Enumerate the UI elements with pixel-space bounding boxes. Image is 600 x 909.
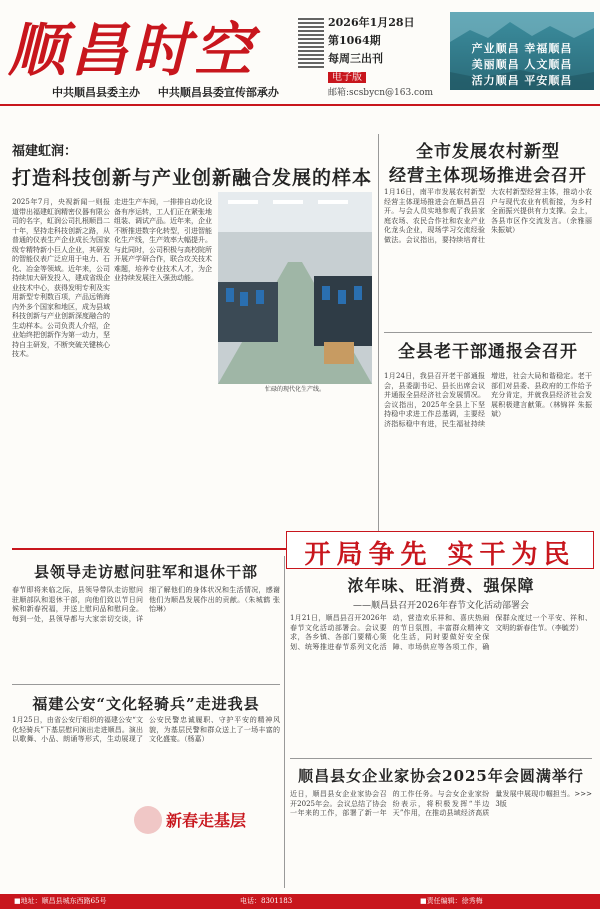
organizer-left: 中共顺昌县委主办 [52,86,140,99]
qr-code-icon [298,16,324,68]
lead-body-col2: 走进生产车间，一排排自动化设备有序运转，工人们正在紧张地组装、调试产品。近年来，企业不断推进数字化转型，引进智能化生产线，生产效率大幅提升。与此同时，公司积极与高校院所开展产学研合作，联合攻关技术难题，培养专业技术人才，为企业持续发展注入强劲动能。 [114,198,212,282]
story-spring-title: 浓年味、旺消费、强保障 [347,576,535,595]
footer-bar [0,894,600,909]
story-divider-left [12,684,280,685]
story-visit-title: 县领导走访慰问驻军和退休干部 [33,563,258,581]
factory-photo-caption: 忙碌的现代化生产线。 [264,386,325,393]
story-divider-right [290,758,592,759]
issue-info [328,14,440,100]
story-women-body: 近日，顺昌县女企业家协会召开2025年会。会议总结了协会一年来的工作，部署了新一年的工作任务。与会女企业家纷纷表示，将积极发挥“半边天”作用，在推动县域经济高质量发展中展现巾帼担当。>>>3版 [290,790,592,817]
factory-photo [218,192,372,384]
story-visit-body: 春节即将来临之际，县领导带队走访慰问驻顺部队和退休干部，向他们致以节日问候和新春祝福，并送上慰问品和慰问金。每到一处，县领导都与大家亲切交谈，详细了解他们的身体状况和生活情况，感谢他们为顺昌发展作出的贡献。（朱城鹤 张怡琳） [12,586,280,623]
slogan-line-1: 产业顺昌 幸福顺昌 [471,42,573,55]
story-police-title: 福建公安“文化轻骑兵”走进我县 [32,695,260,713]
slogan-banner [450,12,594,90]
column-divider [378,134,379,546]
issue-frequency: 每周三出刊 [328,52,383,65]
masthead [0,0,600,108]
slogan-line-2: 美丽顺昌 人文顺昌 [471,58,573,71]
story-spring-body: 1月21日，顺昌县召开2026年春节文化活动部署会。会议要求，各乡镇、各部门要精心策划、统筹推进春节系列文化活动，营造欢乐祥和、喜庆热闹的节日氛围，丰富群众精神文化生活，同时要做好安全保障、市场供应等各项工作，确保群众度过一个平安、祥和、文明的新春佳节。（李毓芳） [290,614,592,651]
red-banner-text: 开局争先 实干为民 [304,540,576,570]
story-divider [384,332,592,333]
email-line: 邮箱:scsbycn@163.com [328,88,434,98]
column-divider-lower [284,556,285,888]
story-rural-headline [384,140,592,188]
footer-phone: 电话：8301183 [240,897,293,905]
footer-address: ■地址：顺昌县城东西路65号 [14,897,107,905]
story-police-body: 1月25日，由省公安厅组织的福建公安“文化轻骑兵”下基层慰问演出走进顺昌。演出以歌舞、小品、朗诵等形式，生动展现了公安民警忠诚履职、守护平安的精神风貌，为基层民警和群众送上了一场丰富的文化盛宴。（杨嘉） [12,716,280,743]
masthead-rule [0,104,600,106]
newspaper-logo: 顺昌时空 [8,16,257,84]
spring-grassroots-stamp [128,790,246,848]
story-rural-title-1: 全市发展农村新型 [416,142,560,162]
edition-badge: 电子版 [328,72,366,83]
story-rural-body: 1月16日，南平市发展农村新型经营主体现场推进会在顺昌县召开。与会人员实地参观了我县家庭农场、农民合作社和农业产业化龙头企业，现场学习交流经验做法。会议指出，要持续培育壮大农村新型经营主体，推动小农户与现代农业有机衔接，为乡村全面振兴提供有力支撑。会上，各县市区作交流发言。（余雅丽 朱振斌） [384,188,592,244]
story-cadre-body: 1月24日，我县召开老干部通报会，县委副书记、县长出席会议并通报全县经济社会发展情况。会议指出，2025年全县上下坚持稳中求进工作总基调，主要经济指标稳中有进，民生福祉持续增进，社会大局和谐稳定。老干部们对县委、县政府的工作给予充分肯定，并就我县经济社会发展积极建言献策。（林锦祥 朱振斌） [384,372,592,428]
story-cadre-title: 全县老干部通报会召开 [398,342,578,362]
issue-date: 2026年1月28日 [328,16,415,29]
footer-editor: ■责任编辑：徐秀梅 [420,897,483,905]
lead-kicker: 福建虹润： [12,144,78,159]
slogan-line-3: 活力顺昌 平安顺昌 [471,74,573,87]
story-spring-subtitle: ——顺昌县召开2026年春节文化活动部署会 [353,601,529,611]
story-rural-title-2: 经营主体现场推进会召开 [389,166,587,186]
story-women-title: 顺昌县女企业家协会2025年会圆满举行 [298,767,584,785]
organizer-right: 中共顺昌县委宣传部承办 [157,86,279,99]
lead-headline-block [12,140,372,190]
stamp-text: 新春走基层 [166,811,246,830]
lead-title: 打造科技创新与产业创新融合发展的样本 [12,167,373,189]
lead-body-col1: 2025年7月，央视新闻一则报道带出福建虹润精密仪器有限公司的名字，虹润公司扎根顺昌二十年，坚持走科技创新之路，从普通的仪表生产企业成长为国家级专精特新小巨人企业，其研发的智能仪表广泛应用于电力、石化、冶金等领域。近年来，公司持续加大研发投入，建成省级企业技术中心，获得发明专利及实用新型专利数百项，产品远销海内外多个国家和地区，成为县域科技创新与产业创新深度融合的生动样本。公司负责人介绍，企业始终把创新作为第一动力，坚持自主研发，不断突破关键核心技术。 [12,198,110,358]
issue-number: 第1064期 [328,34,381,47]
organizer-line [52,84,293,100]
red-banner-box [286,531,594,569]
